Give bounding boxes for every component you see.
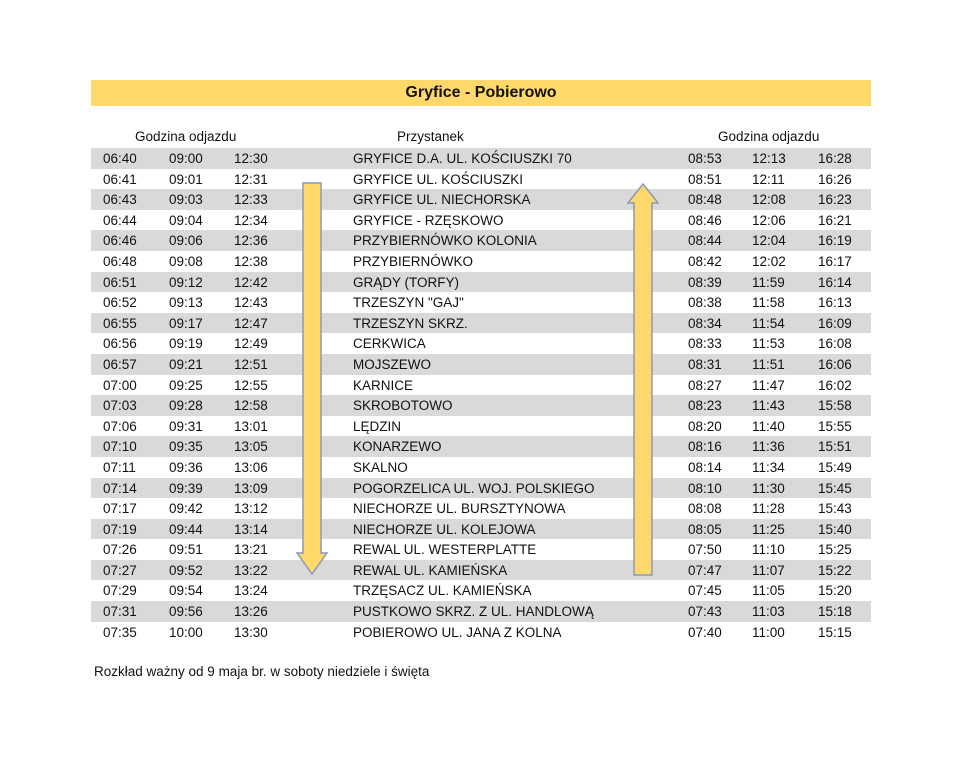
departure-time-right: 08:27 [688,377,722,393]
table-row [91,189,871,210]
departure-time-left: 12:38 [234,253,268,269]
departure-time-right: 11:47 [752,377,785,393]
up-arrow-icon [627,183,659,577]
departure-time-right: 16:19 [818,233,852,249]
stop-name: TRZESZYN SKRZ. [353,315,468,331]
stop-name: POBIEROWO UL. JANA Z KOLNA [353,624,562,640]
departure-time-left: 12:58 [234,398,268,414]
table-row [91,292,871,313]
departure-time-right: 11:25 [752,521,785,537]
departure-time-right: 16:06 [818,356,852,372]
departure-time-left: 07:35 [103,624,137,640]
table-row [91,622,871,643]
table-row [91,519,871,540]
departure-time-right: 08:38 [688,295,722,311]
departure-time-left: 09:54 [169,583,203,599]
departure-time-right: 07:50 [688,542,722,558]
departure-time-left: 13:09 [234,480,268,496]
departure-time-right: 08:34 [688,315,722,331]
departure-time-right: 11:54 [752,315,785,331]
departure-time-right: 11:28 [752,501,785,517]
departure-time-right: 15:40 [818,521,852,537]
table-row [91,210,871,231]
departure-time-right: 11:53 [752,336,785,352]
stop-name: TRZESZYN "GAJ" [353,295,464,311]
departure-time-right: 16:28 [818,151,852,166]
departure-time-left: 10:00 [169,624,203,640]
departure-time-left: 09:12 [169,274,203,290]
stop-name: REWAL UL. KAMIEŃSKA [353,562,508,578]
departure-time-left: 06:46 [103,233,137,249]
departure-time-right: 07:43 [688,604,722,620]
departure-time-left: 09:35 [169,439,203,455]
departure-time-right: 08:20 [688,418,722,434]
departure-time-left: 09:19 [169,336,203,352]
departure-time-left: 07:31 [103,604,137,620]
departure-time-right: 15:20 [818,583,852,599]
departure-time-left: 07:00 [103,377,137,393]
departure-time-right: 08:51 [688,171,722,187]
departure-time-left: 09:04 [169,212,203,228]
stop-name: LĘDZIN [353,418,402,434]
departure-time-left: 07:27 [103,562,137,578]
departure-time-left: 09:13 [169,295,203,311]
departure-time-left: 12:36 [234,233,268,249]
departure-time-right: 15:55 [818,418,852,434]
departure-time-left: 09:52 [169,562,203,578]
departure-time-left: 12:55 [234,377,268,393]
departure-time-left: 13:22 [234,562,268,578]
stop-name: GRYFICE UL. NIECHORSKA [353,192,531,208]
departure-time-left: 09:01 [169,171,203,187]
departure-time-right: 11:03 [752,604,785,620]
departure-time-right: 11:43 [752,398,785,414]
departure-time-right: 16:17 [818,253,852,269]
departure-time-right: 11:40 [752,418,785,434]
departure-time-right: 07:47 [688,562,722,578]
stop-name: TRZĘSACZ UL. KAMIEŃSKA [353,583,532,599]
departure-time-left: 07:14 [103,480,137,496]
departure-time-left: 09:44 [169,521,203,537]
departure-time-left: 09:51 [169,542,203,558]
departure-time-right: 07:40 [688,624,722,640]
table-row [91,436,871,457]
departure-time-right: 12:13 [752,151,786,166]
departure-time-left: 09:42 [169,501,203,517]
stop-name: PRZYBIERNÓWKO KOLONIA [353,233,537,249]
departure-time-left: 09:36 [169,459,203,475]
departure-time-right: 16:23 [818,192,852,208]
departure-time-left: 06:56 [103,336,137,352]
stop-name: PRZYBIERNÓWKO [353,253,474,269]
timetable-rows [91,148,871,642]
stop-name: SKROBOTOWO [353,398,453,414]
departure-time-left: 12:30 [234,151,268,166]
departure-time-right: 11:58 [752,295,785,311]
departure-time-right: 12:11 [752,171,785,187]
table-row [91,539,871,560]
departure-time-left: 12:34 [234,212,268,228]
departure-time-right: 16:26 [818,171,852,187]
departure-time-left: 06:51 [103,274,137,290]
timetable-title [91,80,871,106]
departure-time-left: 07:29 [103,583,137,599]
departure-time-right: 08:16 [688,439,722,455]
departure-time-left: 09:06 [169,233,203,249]
departure-time-left: 06:43 [103,192,137,208]
departure-time-left: 06:55 [103,315,137,331]
header-departure-left: Godzina odjazdu [135,129,237,144]
departure-time-right: 11:30 [752,480,785,496]
departure-time-right: 12:08 [752,192,786,208]
title-text: Gryfice - Pobierowo [405,84,557,101]
table-row [91,580,871,601]
departure-time-left: 07:03 [103,398,137,414]
departure-time-right: 15:45 [818,480,852,496]
departure-time-right: 11:00 [752,624,785,640]
departure-time-right: 15:43 [818,501,852,517]
departure-time-left: 13:06 [234,459,268,475]
departure-time-right: 16:09 [818,315,852,331]
table-row [91,478,871,499]
departure-time-right: 11:34 [752,459,785,475]
stop-name: GRĄDY (TORFY) [353,274,460,290]
table-row [91,416,871,437]
departure-time-right: 08:14 [688,459,722,475]
departure-time-left: 09:00 [169,151,203,166]
departure-time-left: 12:49 [234,336,268,352]
departure-time-right: 11:59 [752,274,785,290]
departure-time-left: 12:33 [234,192,268,208]
table-row [91,313,871,334]
table-row [91,601,871,622]
departure-time-left: 09:21 [169,356,203,372]
departure-time-right: 16:14 [818,274,852,290]
departure-time-right: 15:49 [818,459,852,475]
departure-time-left: 06:48 [103,253,137,269]
departure-time-left: 09:39 [169,480,203,496]
departure-time-left: 13:30 [234,624,268,640]
departure-time-right: 12:04 [752,233,786,249]
table-row [91,169,871,190]
departure-time-left: 07:11 [103,459,136,475]
stop-name: GRYFICE - RZĘSKOWO [353,212,504,228]
departure-time-right: 12:02 [752,253,786,269]
stop-name: REWAL UL. WESTERPLATTE [353,542,537,558]
table-row [91,498,871,519]
table-row [91,251,871,272]
departure-time-right: 08:23 [688,398,722,414]
departure-time-left: 13:24 [234,583,268,599]
departure-time-right: 11:05 [752,583,785,599]
departure-time-right: 08:10 [688,480,722,496]
departure-time-left: 09:03 [169,192,203,208]
departure-time-left: 12:31 [234,171,268,187]
down-arrow-icon [296,182,328,576]
table-row [91,395,871,416]
table-row [91,272,871,293]
departure-time-left: 06:41 [103,171,137,187]
departure-time-right: 08:33 [688,336,722,352]
departure-time-left: 09:25 [169,377,203,393]
departure-time-right: 16:02 [818,377,852,393]
departure-time-left: 09:56 [169,604,203,620]
header-departure-right: Godzina odjazdu [718,129,820,144]
table-row [91,457,871,478]
header-stop: Przystanek [397,129,464,144]
departure-time-left: 13:26 [234,604,268,620]
departure-time-right: 15:22 [818,562,852,578]
table-row [91,230,871,251]
departure-time-left: 09:17 [169,315,203,331]
departure-time-right: 11:51 [752,356,785,372]
departure-time-right: 15:25 [818,542,852,558]
departure-time-left: 12:42 [234,274,268,290]
departure-time-right: 16:13 [818,295,852,311]
departure-time-right: 08:05 [688,521,722,537]
stop-name: NIECHORZE UL. BURSZTYNOWA [353,501,566,517]
departure-time-right: 15:51 [818,439,852,455]
departure-time-left: 13:05 [234,439,268,455]
departure-time-right: 08:39 [688,274,722,290]
table-row [91,560,871,581]
validity-note: Rozkład ważny od 9 maja br. w soboty niedziele i święta [94,664,430,679]
stop-name: POGORZELICA UL. WOJ. POLSKIEGO [353,480,595,496]
departure-time-right: 08:08 [688,501,722,517]
departure-time-right: 16:21 [818,212,852,228]
departure-time-right: 12:06 [752,212,786,228]
departure-time-left: 13:21 [234,542,268,558]
departure-time-right: 08:53 [688,151,722,166]
departure-time-right: 11:36 [752,439,785,455]
stop-name: CERKWICA [353,336,426,352]
table-row [91,354,871,375]
departure-time-left: 07:10 [103,439,137,455]
stop-name: NIECHORZE UL. KOLEJOWA [353,521,536,537]
departure-time-left: 06:44 [103,212,137,228]
departure-time-right: 15:15 [818,624,852,640]
stop-name: SKALNO [353,459,408,475]
departure-time-left: 06:40 [103,151,137,166]
table-row [91,333,871,354]
departure-time-right: 08:48 [688,192,722,208]
departure-time-left: 06:57 [103,356,137,372]
stop-name: MOJSZEWO [353,356,431,372]
stop-name: KARNICE [353,377,414,393]
departure-time-left: 13:12 [234,501,268,517]
departure-time-left: 13:01 [234,418,268,434]
departure-time-right: 08:31 [688,356,722,372]
departure-time-left: 07:26 [103,542,137,558]
departure-time-right: 08:42 [688,253,722,269]
departure-time-right: 08:46 [688,212,722,228]
departure-time-left: 12:47 [234,315,268,331]
departure-time-left: 12:43 [234,295,268,311]
departure-time-left: 07:19 [103,521,137,537]
departure-time-left: 12:51 [234,356,268,372]
departure-time-left: 13:14 [234,521,268,537]
departure-time-left: 07:06 [103,418,137,434]
departure-time-right: 11:10 [752,542,785,558]
departure-time-right: 11:07 [752,562,785,578]
stop-name: KONARZEWO [353,439,442,455]
table-row [91,148,871,169]
departure-time-left: 09:28 [169,398,203,414]
departure-time-right: 15:58 [818,398,852,414]
table-row [91,375,871,396]
departure-time-left: 07:17 [103,501,137,517]
departure-time-left: 09:31 [169,418,203,434]
stop-name: GRYFICE UL. KOŚCIUSZKI [353,171,524,187]
departure-time-right: 08:44 [688,233,722,249]
departure-time-right: 16:08 [818,336,852,352]
departure-time-left: 09:08 [169,253,203,269]
stop-name: GRYFICE D.A. UL. KOŚCIUSZKI 70 [353,151,572,166]
stop-name: PUSTKOWO SKRZ. Z UL. HANDLOWĄ [353,604,594,620]
departure-time-right: 15:18 [818,604,852,620]
departure-time-right: 07:45 [688,583,722,599]
departure-time-left: 06:52 [103,295,137,311]
